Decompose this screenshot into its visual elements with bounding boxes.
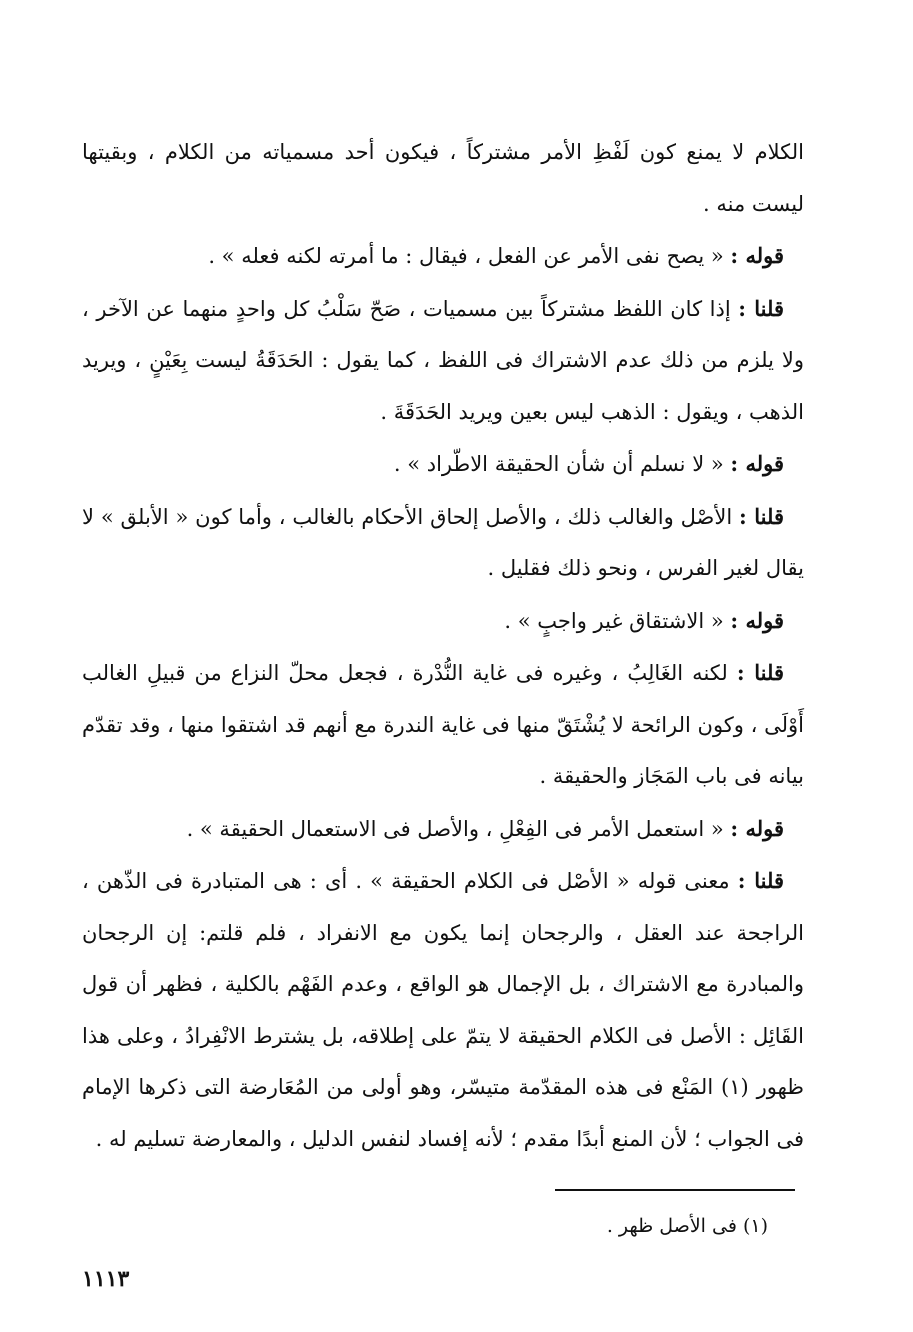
paragraph-5 bbox=[82, 491, 804, 595]
paragraph-text: معنى قوله « الأصْل فى الكلام الحقيقة » . أى : هى المتبادرة فى الذّهن ، الراجحة عند العقل ، والرجحان إنما يكون مع الانفراد ، فلم قلتم: إن الرجحان والمبادرة مع الاشتراك ، بل الإجمال هو الواقع ، وعدم الفَهْم بالكلية ، فظهر أن قول القَائِل : الأصل فى الكلام الحقيقة لا يتمّ على إطلاقه، بل يشترط الانْفِرادُ ، وعلى هذا ظهور (١) المَنْع فى هذه المقدّمة متيسّر، وهو أولى من المُعَارضة التى ذكرها الإمام فى الجواب ؛ لأن المنع أبدًا مقدم ؛ لأنه إفساد لنفس الدليل ، والمعارضة تسليم له . bbox=[82, 869, 805, 1151]
paragraph-3 bbox=[82, 283, 804, 439]
paragraph-label: قلنا : bbox=[737, 868, 784, 893]
paragraph-text: « الاشتقاق غير واجبٍ » . bbox=[504, 608, 724, 633]
paragraph-text: الكلام لا يمنع كون لَفْظِ الأمر مشتركاً ، فيكون أحد مسمياته من الكلام ، وبقيتها ليست منه . bbox=[82, 140, 804, 216]
paragraph-1 bbox=[82, 126, 804, 230]
page-number: ١١١٣ bbox=[82, 1266, 130, 1292]
footnote-divider bbox=[555, 1189, 795, 1191]
paragraph-label: قلنا : bbox=[738, 295, 784, 321]
paragraph-text: « لا نسلم أن شأن الحقيقة الاطّراد » . bbox=[393, 452, 724, 476]
paragraph-2 bbox=[82, 230, 804, 283]
paragraph-label: قوله : bbox=[730, 451, 784, 476]
paragraph-4 bbox=[82, 438, 804, 491]
paragraph-label: قوله : bbox=[730, 815, 784, 841]
paragraph-text: « استعمل الأمر فى الفِعْلِ ، والأصل فى الاستعمال الحقيقة » . bbox=[186, 816, 724, 841]
paragraph-label: قوله : bbox=[730, 607, 784, 633]
paragraph-text: إذا كان اللفظ مشتركاً بين مسميات ، صَحّ سَلْبُ كل واحدٍ منهما عن الآخر ، ولا يلزم من ذلك عدم الاشتراك فى اللفظ ، كما يقول : الحَدَقَةُ ليست بِعَيْنٍ ، ويريد الذهب ، ويقول : الذهب ليس بعين ويريد الحَدَقَةَ . bbox=[82, 296, 804, 424]
paragraph-text: لكنه الغَالِبُ ، وغيره فى غاية النُّدْرة ، فجعل محلّ النزاع من قبيلِ الغالب أَوْلَى ، وكون الرائحة لا يُشْتَقّ منها فى غاية الندرة مع أنهم قد اشتقوا منها ، وقد تقدّم بيانه فى باب المَجَاز والحقيقة . bbox=[82, 661, 804, 788]
paragraph-label: قوله : bbox=[730, 243, 784, 268]
paragraph-8 bbox=[82, 803, 804, 856]
footnote: (١) فى الأصل ظهر . bbox=[606, 1215, 768, 1237]
paragraph-7 bbox=[82, 647, 804, 803]
paragraph-text: الأصْل والغالب ذلك ، والأصل إلحاق الأحكام بالغالب ، وأما كون « الأبلق » لا يقال لغير الفرس ، ونحو ذلك فقليل . bbox=[82, 504, 804, 580]
paragraph-6 bbox=[82, 595, 804, 648]
paragraph-label: قلنا : bbox=[739, 503, 784, 529]
paragraph-text: « يصح نفى الأمر عن الفعل ، فيقال : ما أمرته لكنه فعله » . bbox=[208, 244, 724, 268]
paragraph-label: قلنا : bbox=[736, 660, 784, 685]
main-text bbox=[82, 126, 804, 1165]
paragraph-9 bbox=[82, 855, 804, 1165]
